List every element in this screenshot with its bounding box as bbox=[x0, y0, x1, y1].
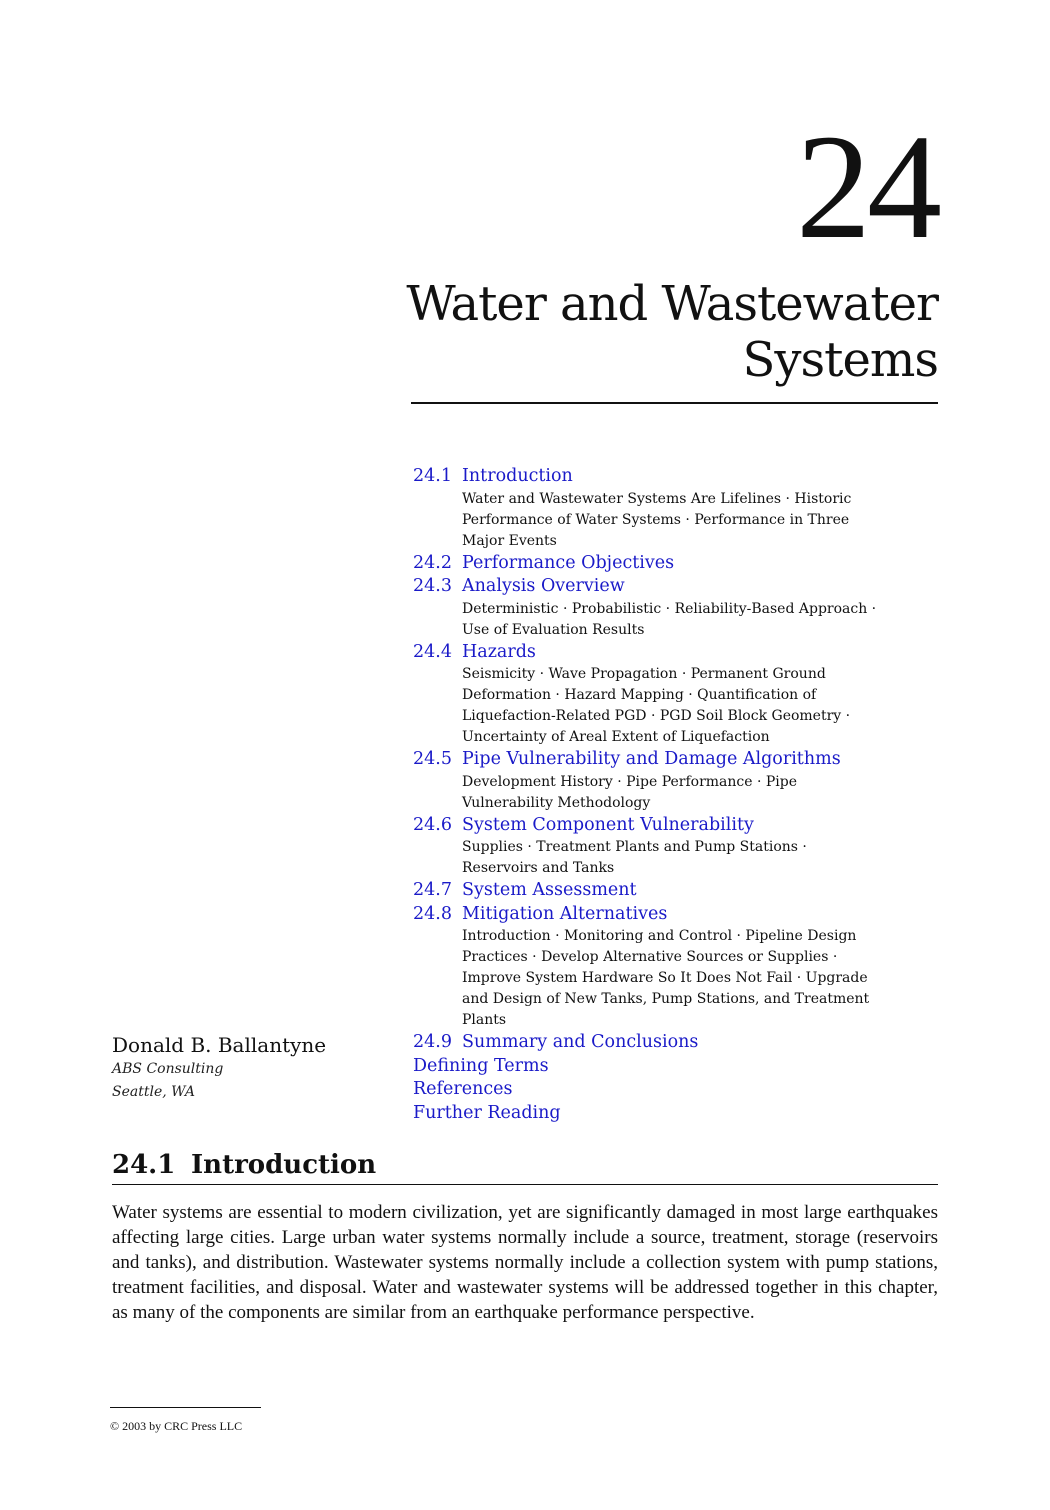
toc-number: 24.4 bbox=[413, 641, 452, 662]
toc-subtopics: Deterministic · Probabilistic · Reliability-Based Approach · Use of Evaluation Results bbox=[462, 600, 877, 638]
toc-entry bbox=[413, 641, 883, 749]
section-heading bbox=[112, 1148, 938, 1185]
toc-title: Summary and Conclusions bbox=[462, 1032, 699, 1052]
toc-link[interactable] bbox=[413, 1031, 883, 1055]
chapter-title bbox=[338, 276, 938, 388]
chapter-title-line2: Systems bbox=[742, 332, 938, 388]
toc-link[interactable] bbox=[413, 641, 883, 665]
toc-entry bbox=[413, 465, 883, 552]
section-number: 24.1 bbox=[112, 1150, 176, 1180]
toc-subtopics: Supplies · Treatment Plants and Pump Stations · Reservoirs and Tanks bbox=[462, 839, 807, 876]
toc-title: Introduction bbox=[462, 466, 573, 486]
toc-number: 24.2 bbox=[413, 552, 452, 573]
toc-entry bbox=[413, 879, 883, 903]
toc-link[interactable] bbox=[413, 748, 883, 772]
toc-subtopics: Development History · Pipe Performance · Pipe Vulnerability Methodology bbox=[462, 773, 798, 811]
toc-number: 24.7 bbox=[413, 880, 452, 900]
toc-title: System Assessment bbox=[462, 880, 637, 900]
toc-link-defining-terms[interactable]: Defining Terms bbox=[413, 1055, 549, 1076]
table-of-contents bbox=[413, 465, 883, 1125]
toc-title: Analysis Overview bbox=[462, 576, 625, 596]
toc-number: 24.6 bbox=[413, 814, 452, 835]
toc-title: Pipe Vulnerability and Damage Algorithms bbox=[462, 749, 841, 769]
toc-number: 24.1 bbox=[413, 466, 452, 486]
author-name: Donald B. Ballantyne bbox=[112, 1033, 327, 1057]
section-body: Water systems are essential to modern civilization, yet are significantly damaged in most large earthquakes affecting large cities. Large urban water systems normally include a source, treatment, storage (reservoirs and tanks), and distribution. Wastewater systems normally include a collection system with pump stations, treatment facilities, and disposal. Water and wastewater systems will be addressed together in this chapter, as many of the components are similar from an earthquake performance perspective. bbox=[112, 1202, 938, 1323]
chapter-number: 24 bbox=[796, 104, 938, 270]
toc-title: System Component Vulnerability bbox=[462, 814, 754, 835]
author-block bbox=[112, 1032, 326, 1104]
author-affiliation: ABS Consulting bbox=[112, 1061, 224, 1077]
toc-number: 24.8 bbox=[413, 903, 452, 924]
toc-link[interactable] bbox=[413, 575, 883, 599]
toc-title: Mitigation Alternatives bbox=[462, 903, 668, 924]
toc-entry bbox=[413, 814, 883, 880]
toc-link-references[interactable]: References bbox=[413, 1079, 513, 1099]
toc-link[interactable] bbox=[413, 552, 883, 576]
toc-subtopics: Water and Wastewater Systems Are Lifelines · Historic Performance of Water Systems · Performance in Three Major Events bbox=[462, 490, 852, 549]
toc-link-further-reading[interactable]: Further Reading bbox=[413, 1102, 561, 1123]
toc-title: Hazards bbox=[462, 641, 536, 662]
toc-entry bbox=[413, 1031, 883, 1055]
toc-entry bbox=[413, 903, 883, 1032]
footer-rule bbox=[110, 1407, 261, 1408]
toc-subtopics: Seismicity · Wave Propagation · Permanent Ground Deformation · Hazard Mapping · Quantification of Liquefaction-Related PGD · PGD Soil Block Geometry · Uncertainty of Areal Extent of Liquefaction bbox=[462, 666, 851, 745]
section-title: Introduction bbox=[191, 1150, 377, 1180]
chapter-title-line1: Water and Wastewater bbox=[406, 276, 938, 332]
toc-link[interactable] bbox=[413, 903, 883, 927]
toc-link[interactable] bbox=[413, 465, 883, 489]
toc-number: 24.5 bbox=[413, 749, 452, 769]
title-rule bbox=[411, 402, 938, 404]
toc-entry bbox=[413, 748, 883, 814]
toc-title: Performance Objectives bbox=[462, 552, 675, 573]
toc-number: 24.3 bbox=[413, 576, 452, 596]
toc-subtopics: Introduction · Monitoring and Control · Pipeline Design Practices · Develop Alternative Sources or Supplies · Improve System Hardware So It Does Not Fail · Upgrade and Design of New Tanks, Pump Stations, and Treatment Plants bbox=[462, 928, 870, 1028]
toc-entry bbox=[413, 575, 883, 641]
toc-link[interactable] bbox=[413, 814, 883, 838]
toc-link[interactable] bbox=[413, 879, 883, 903]
footer-copyright: © 2003 by CRC Press LLC bbox=[110, 1419, 243, 1433]
toc-number: 24.9 bbox=[413, 1032, 452, 1052]
toc-entry bbox=[413, 552, 883, 576]
author-location: Seattle, WA bbox=[112, 1084, 195, 1100]
